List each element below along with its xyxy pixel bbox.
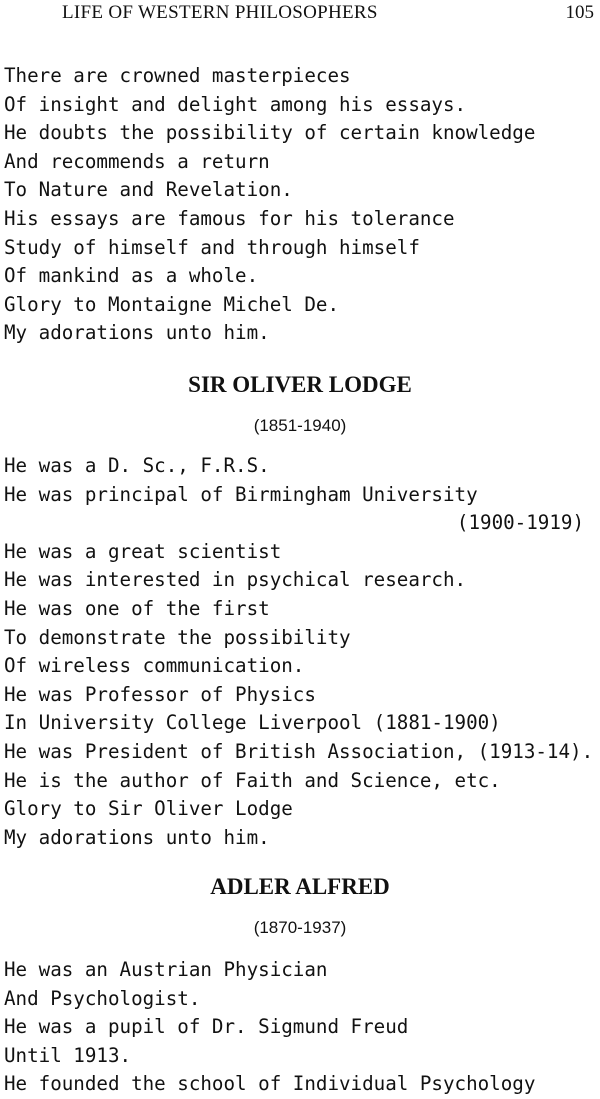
page-number: 105 bbox=[565, 2, 594, 23]
verse-line-date: (1900-1919) bbox=[456, 511, 584, 535]
verse-line: Of wireless communication. bbox=[4, 654, 305, 678]
running-header bbox=[0, 2, 600, 26]
verse-line: To Nature and Revelation. bbox=[4, 178, 293, 202]
verse-line: And recommends a return bbox=[4, 149, 270, 173]
verse-line: He was a great scientist bbox=[4, 539, 282, 563]
verse-line: He is the author of Faith and Science, etc. bbox=[4, 768, 501, 792]
verse-line: He was President of British Association, (1913-14). bbox=[4, 739, 594, 763]
verse-line: He was an Austrian Physician bbox=[4, 958, 328, 981]
verse-line: My adorations unto him. bbox=[4, 825, 270, 849]
section-years-oliver-lodge: (1851-1940) bbox=[253, 416, 347, 435]
verse-line: He was principal of Birmingham University bbox=[4, 482, 478, 506]
verse-line: To demonstrate the possibility bbox=[4, 625, 351, 649]
verse-line: And Psychologist. bbox=[4, 986, 201, 1010]
verse-line: Until 1913. bbox=[4, 1043, 132, 1067]
verse-line: He was a D. Sc., F.R.S. bbox=[4, 454, 270, 477]
montaigne-verse bbox=[0, 62, 600, 348]
running-header-title: LIFE OF WESTERN PHILOSOPHERS bbox=[62, 2, 378, 23]
verse-line: There are crowned masterpieces bbox=[4, 64, 351, 87]
verse-line: He was interested in psychical research. bbox=[4, 568, 467, 592]
verse-line: He was one of the first bbox=[4, 596, 270, 620]
verse-line: Of insight and delight among his essays. bbox=[4, 92, 467, 116]
verse-line: His essays are famous for his tolerance bbox=[4, 206, 455, 230]
section-title-adler-alfred: ADLER ALFRED bbox=[210, 874, 390, 899]
verse-line: Study of himself and through himself bbox=[4, 235, 420, 259]
section-years-adler-alfred: (1870-1937) bbox=[253, 918, 347, 937]
verse-line: My adorations unto him. bbox=[4, 321, 270, 345]
adler-alfred-verse bbox=[0, 956, 600, 1099]
verse-line: In University College Liverpool (1881-1900) bbox=[4, 711, 501, 735]
verse-line: Glory to Sir Oliver Lodge bbox=[4, 797, 293, 821]
section-title-oliver-lodge: SIR OLIVER LODGE bbox=[188, 372, 412, 397]
verse-line: He was Professor of Physics bbox=[4, 682, 316, 706]
verse-line: Of mankind as a whole. bbox=[4, 264, 259, 288]
verse-line: He doubts the possibility of certain knowledge bbox=[4, 121, 536, 145]
verse-line: He founded the school of Individual Psychology bbox=[4, 1072, 536, 1096]
verse-line: Glory to Montaigne Michel De. bbox=[4, 292, 340, 316]
oliver-lodge-verse bbox=[0, 452, 600, 852]
verse-line: He was a pupil of Dr. Sigmund Freud bbox=[4, 1015, 409, 1039]
